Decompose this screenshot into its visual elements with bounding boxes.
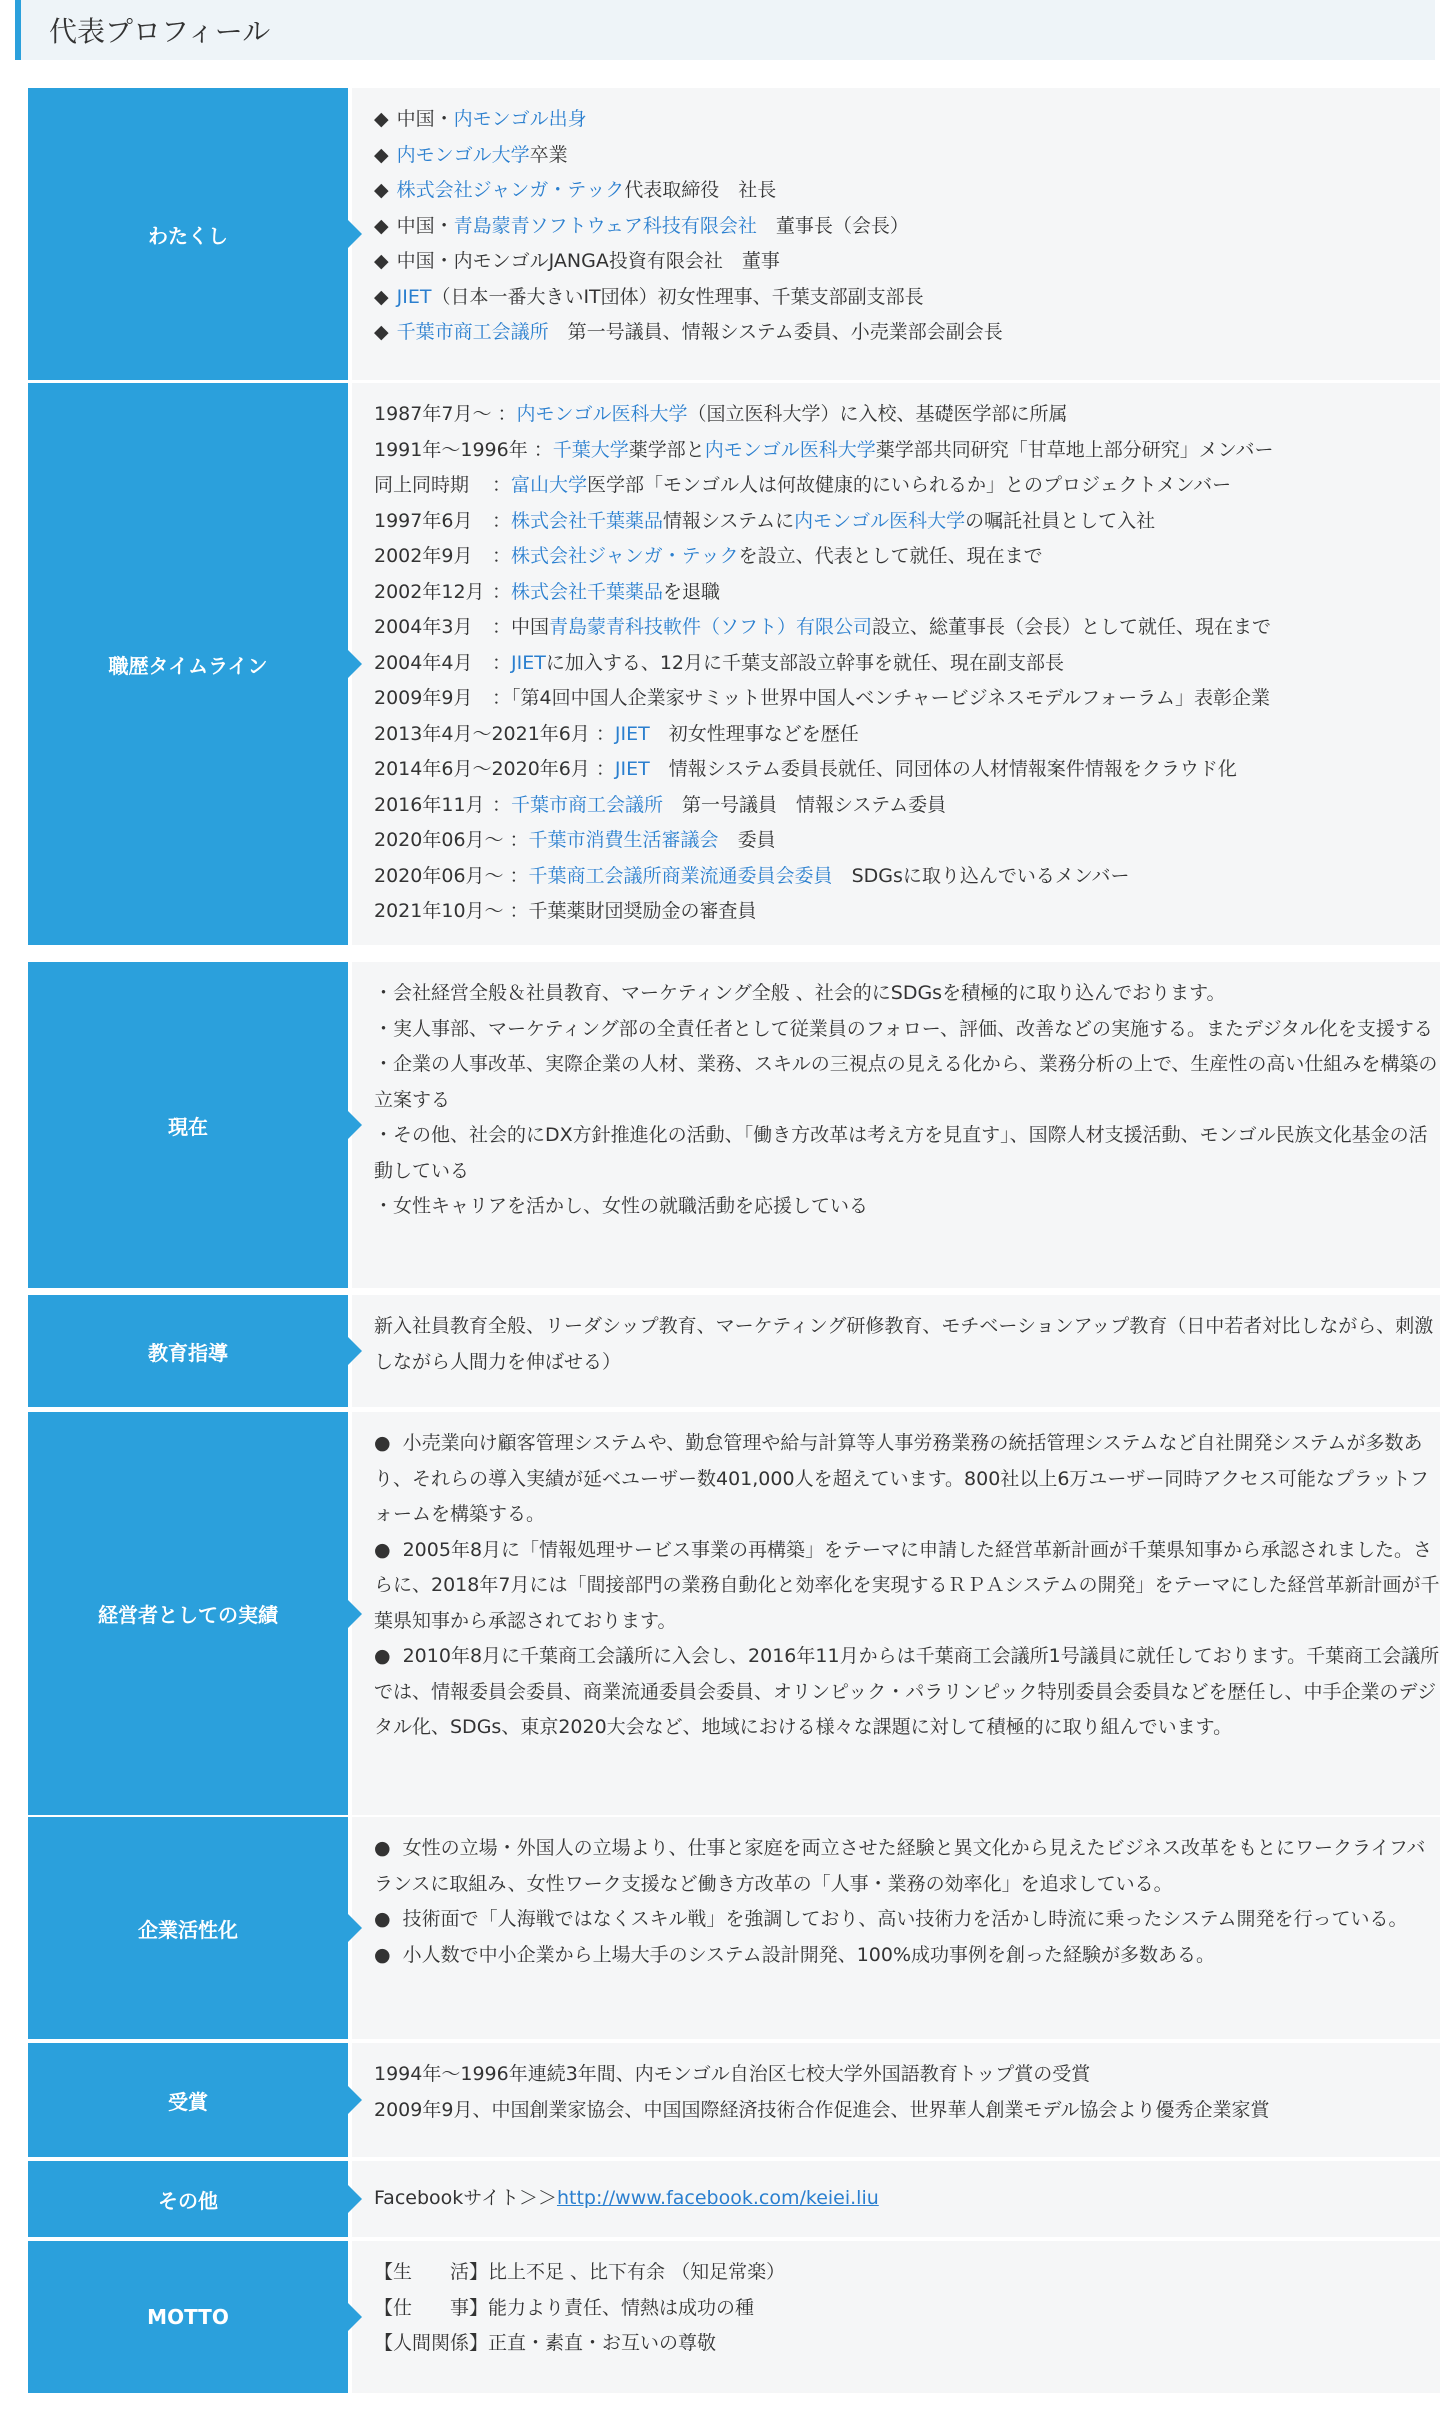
watakushi-item	[374, 102, 1440, 138]
timeline-link[interactable]: 青島蒙青科技軟件（ソフト）有限公司	[549, 616, 873, 638]
item-link[interactable]: 内モンゴル出身	[453, 108, 587, 130]
timeline-entry	[374, 575, 1440, 611]
timeline-separator: ：	[509, 864, 529, 887]
jusho-item: 2009年9月、中国創業家協会、中国国際経済技術合作促進会、世界華人創業モデル協会より優秀企業家賞	[374, 2098, 1270, 2121]
bullet-icon: ●	[374, 1645, 391, 1667]
timeline-entry	[374, 433, 1440, 469]
timeline-text: 設立、総董事長（会長）として就任、現在まで	[872, 616, 1272, 638]
item-text: 中国・	[396, 108, 454, 130]
kasseika-item	[374, 1938, 1440, 1974]
motto-item: 【人間関係】正直・素直・お互いの尊敬	[374, 2332, 717, 2354]
row-label-jusho: 受賞	[28, 2043, 348, 2157]
timeline-link[interactable]: 株式会社ジャンガ・テック	[511, 545, 739, 567]
bullet-icon: ●	[374, 1432, 391, 1454]
row-label-watakushi: わたくし	[28, 88, 348, 380]
item-link[interactable]: 千葉市商工会議所	[396, 321, 549, 343]
timeline-date: 2020年06月～	[374, 829, 504, 851]
timeline-date: 2021年10月～	[374, 900, 504, 922]
genzai-item: ・その他、社会的にDX方針推進化の活動、「働き方改革は考え方を見直す」、国際人材支援活動、モンゴル民族文化基金の活動している	[374, 1124, 1428, 1182]
timeline-link[interactable]: 千葉商工会議所商業流通委員会委員	[528, 864, 833, 887]
jisseki-text: 小売業向け顧客管理システムや、勤怠管理や給与計算等人事労務業務の統括管理システムなど自社開発システムが多数あり、それらの導入実績が延べユーザー数401,000人を超えています。800社以上6万ユーザー同時アクセス可能なプラットフォームを構築する。	[374, 1432, 1429, 1525]
timeline-text: 委員	[718, 829, 776, 851]
row-label-kyoiku: 教育指導	[28, 1295, 348, 1407]
watakushi-item	[374, 209, 1440, 245]
kasseika-text: 技術面で「人海戦ではなくスキル戦」を強調しており、高い技術力を活かし時流に乗ったシステム開発を行っている。	[402, 1908, 1408, 1930]
profile-row-jisseki	[28, 1412, 1440, 1815]
item-link[interactable]: JIET	[396, 285, 432, 308]
timeline-text: 中国	[511, 616, 550, 638]
timeline-separator: ：	[492, 651, 512, 674]
item-link[interactable]: 株式会社ジャンガ・テック	[396, 179, 625, 201]
timeline-link[interactable]: 株式会社千葉薬品	[511, 509, 664, 532]
timeline-date: 1997年6月	[374, 509, 473, 532]
watakushi-item	[374, 280, 1440, 316]
diamond-bullet-icon: ◆	[374, 108, 389, 130]
timeline-text: 薬学部共同研究「甘草地上部分研究」メンバー	[875, 438, 1274, 461]
timeline-separator: ：	[492, 509, 512, 532]
motto-item: 【生 活】比上不足 、比下有余 （知足常楽）	[374, 2261, 786, 2283]
timeline-date: 同上同時期	[374, 474, 470, 496]
item-link[interactable]: 内モンゴル大学	[396, 143, 530, 166]
timeline-text: 初女性理事などを歴任	[649, 722, 859, 745]
timeline-separator: ：	[509, 900, 529, 922]
timeline-link[interactable]: JIET	[614, 758, 650, 780]
timeline-entry	[374, 504, 1440, 540]
watakushi-item	[374, 315, 1440, 351]
timeline-link[interactable]: JIET	[614, 722, 650, 745]
timeline-entry	[374, 397, 1440, 433]
facebook-link[interactable]: http://www.facebook.com/keiei.liu	[556, 2187, 879, 2210]
timeline-text: SDGsに取り込んでいるメンバー	[832, 864, 1130, 887]
timeline-link[interactable]: 千葉大学	[552, 438, 629, 461]
timeline-text: を設立、代表として就任、現在まで	[738, 545, 1043, 567]
row-content-kasseika	[352, 1817, 1440, 2039]
kasseika-text: 小人数で中小企業から上場大手のシステム設計開発、100%成功事例を創った経験が多数ある。	[402, 1943, 1216, 1966]
timeline-separator: ：	[509, 829, 529, 851]
timeline-date: 2009年9月	[374, 687, 473, 709]
profile-row-sonota	[28, 2161, 1440, 2237]
timeline-link[interactable]: 千葉市消費生活審議会	[528, 829, 719, 851]
timeline-separator: ：	[595, 722, 615, 745]
bullet-icon: ●	[374, 1538, 391, 1561]
timeline-entry	[374, 859, 1440, 895]
timeline-separator: ：	[497, 403, 517, 425]
timeline-entry	[374, 681, 1440, 717]
timeline-separator: ：	[492, 474, 512, 496]
row-content-jisseki	[352, 1412, 1440, 1815]
genzai-item: ・企業の人事改革、実際企業の人材、業務、スキルの三視点の見える化から、業務分析の上で、生産性の高い仕組みを構築の立案する	[374, 1053, 1438, 1111]
timeline-entry	[374, 610, 1440, 646]
timeline-link[interactable]: 株式会社千葉薬品	[511, 580, 664, 603]
bullet-icon: ●	[374, 1943, 391, 1966]
timeline-date: 2004年4月	[374, 651, 473, 674]
diamond-bullet-icon: ◆	[374, 143, 389, 166]
kyoiku-text: 新入社員教育全般、リーダシップ教育、マーケティング研修教育、モチベーションアップ教育（日中若者対比しながら、刺激しながら人間力を伸ばせる）	[374, 1315, 1434, 1373]
row-label-motto: MOTTO	[28, 2241, 348, 2393]
timeline-text: に加入する、12月に千葉支部設立幹事を就任、現在副支部長	[545, 651, 1065, 674]
watakushi-item	[374, 138, 1440, 174]
timeline-date: 2020年06月～	[374, 864, 504, 887]
timeline-text: を退職	[663, 580, 721, 603]
profile-row-timeline	[28, 383, 1440, 945]
timeline-separator: ：	[492, 687, 512, 709]
item-text: 卒業	[529, 143, 568, 166]
timeline-link[interactable]: 内モンゴル医科大学	[516, 403, 688, 425]
timeline-text: （国立医科大学）に入校、基礎医学部に所属	[687, 403, 1068, 425]
timeline-separator: ：	[492, 793, 512, 816]
timeline-text: 薬学部と	[628, 438, 705, 461]
timeline-date: 2002年12月	[374, 580, 485, 603]
timeline-text: 情報システム委員長就任、同団体の人材情報案件情報をクラウド化	[649, 758, 1237, 780]
item-text: 代表取締役 社長	[624, 179, 777, 201]
profile-row-genzai	[28, 962, 1440, 1288]
timeline-text: 千葉薬財団奨励金の審査員	[528, 900, 757, 922]
timeline-entry	[374, 894, 1440, 930]
timeline-text: 医学部「モンゴル人は何故健康的にいられるか」とのプロジェクトメンバー	[587, 474, 1232, 496]
diamond-bullet-icon: ◆	[374, 250, 389, 272]
row-label-kasseika: 企業活性化	[28, 1817, 348, 2039]
timeline-entry	[374, 752, 1440, 788]
timeline-entry	[374, 788, 1440, 824]
jusho-item: 1994年～1996年連続3年間、内モンゴル自治区七校大学外国語教育トップ賞の受賞	[374, 2063, 1091, 2085]
jisseki-text: 2005年8月に「情報処理サービス事業の再構築」をテーマに申請した経営革新計画が千葉県知事から承認されました。さらに、2018年7月には「間接部門の業務自動化と効率化を実現するＲＰＡシステムの開発」をテーマにした経営革新計画が千葉県知事から承認されております。	[374, 1538, 1440, 1632]
timeline-date: 2014年6月～2020年6月	[374, 758, 590, 780]
item-text: 中国・内モンゴルJANGA投資有限会社 董事	[396, 250, 780, 272]
genzai-item: ・実人事部、マーケティング部の全責任者として従業員のフォロー、評価、改善などの実施する。またデジタル化を支援する	[374, 1017, 1433, 1040]
timeline-link[interactable]: 富山大学	[511, 474, 588, 496]
kasseika-text: 女性の立場・外国人の立場より、仕事と家庭を両立させた経験と異文化から見えたビジネス改革をもとにワークライフバランスに取組み、女性ワーク支援など働き方改革の「人事・業務の効率化」を追求している。	[374, 1837, 1426, 1895]
sonota-text: Facebookサイト＞＞	[374, 2187, 557, 2210]
timeline-entry	[374, 823, 1440, 859]
timeline-entry	[374, 646, 1440, 682]
row-label-sonota: その他	[28, 2161, 348, 2237]
bullet-icon: ●	[374, 1908, 391, 1930]
diamond-bullet-icon: ◆	[374, 321, 389, 343]
diamond-bullet-icon: ◆	[374, 214, 389, 237]
kasseika-item	[374, 1831, 1440, 1902]
watakushi-item	[374, 244, 1440, 280]
timeline-link[interactable]: 内モンゴル医科大学	[794, 509, 966, 532]
jisseki-item	[374, 1533, 1440, 1640]
diamond-bullet-icon: ◆	[374, 285, 389, 308]
timeline-link[interactable]: 内モンゴル医科大学	[704, 438, 876, 461]
row-label-jisseki: 経営者としての実績	[28, 1412, 348, 1815]
kasseika-item	[374, 1902, 1440, 1938]
profile-row-kasseika	[28, 1817, 1440, 2039]
timeline-date: 2016年11月	[374, 793, 485, 816]
page-title: 代表プロフィール	[15, 0, 1435, 60]
item-text: 董事長（会長）	[756, 214, 909, 237]
row-label-timeline: 職歴タイムライン	[28, 383, 348, 945]
profile-row-kyoiku	[28, 1295, 1440, 1407]
jisseki-item	[374, 1426, 1440, 1533]
timeline-date: 2002年9月	[374, 545, 473, 567]
profile-row-jusho	[28, 2043, 1440, 2157]
item-text: 中国・	[396, 214, 454, 237]
row-content-sonota	[352, 2161, 1440, 2237]
watakushi-item	[374, 173, 1440, 209]
diamond-bullet-icon: ◆	[374, 179, 389, 201]
row-content-motto	[352, 2241, 1440, 2393]
timeline-entry	[374, 539, 1440, 575]
row-content-watakushi	[352, 88, 1440, 380]
timeline-text: 情報システムに	[663, 509, 795, 532]
timeline-separator: ：	[492, 545, 512, 567]
timeline-separator: ：	[533, 438, 553, 461]
timeline-date: 1991年～1996年	[374, 438, 528, 461]
row-content-genzai	[352, 962, 1440, 1288]
timeline-link[interactable]: 千葉市商工会議所	[511, 793, 664, 816]
bullet-icon: ●	[374, 1837, 391, 1859]
timeline-entry	[374, 468, 1440, 504]
genzai-item: ・会社経営全般＆社員教育、マーケティング全般 、社会的にSDGsを積極的に取り込んでおります。	[374, 982, 1226, 1004]
timeline-separator: ：	[492, 616, 512, 638]
item-text: （日本一番大きいIT団体）初女性理事、千葉支部副支部長	[431, 285, 924, 308]
timeline-text: の嘱託社員として入社	[965, 509, 1156, 532]
row-content-kyoiku	[352, 1295, 1440, 1407]
jisseki-item	[374, 1639, 1440, 1746]
genzai-item: ・女性キャリアを活かし、女性の就職活動を応援している	[374, 1195, 869, 1217]
item-link[interactable]: 青島蒙青ソフトウェア科技有限会社	[453, 214, 757, 237]
timeline-date: 2013年4月～2021年6月	[374, 722, 590, 745]
timeline-separator: ：	[492, 580, 512, 603]
timeline-separator: ：	[595, 758, 615, 780]
motto-item: 【仕 事】能力より責任、情熱は成功の種	[374, 2296, 755, 2319]
item-text: 第一号議員、情報システム委員、小売業部会副会長	[548, 321, 1003, 343]
timeline-link[interactable]: JIET	[511, 651, 546, 674]
timeline-text: 第一号議員 情報システム委員	[663, 793, 947, 816]
timeline-entry	[374, 717, 1440, 753]
timeline-text: 「第4回中国人企業家サミット世界中国人ベンチャービジネスモデルフォーラム」表彰企業	[511, 687, 1270, 709]
jisseki-text: 2010年8月に千葉商工会議所に入会し、2016年11月からは千葉商工会議所1号議員に就任しております。千葉商工会議所では、情報委員会委員、商業流通委員会委員、オリンピック・パラリンピック特別委員会委員などを歴任し、中手企業のデジタル化、SDGs、東京2020大会など、地域における様々な課題に対して積極的に取り組んでいます。	[374, 1645, 1440, 1738]
row-label-genzai: 現在	[28, 962, 348, 1288]
row-content-timeline	[352, 383, 1440, 945]
profile-row-motto	[28, 2241, 1440, 2393]
timeline-date: 1987年7月～	[374, 403, 492, 425]
row-content-jusho	[352, 2043, 1440, 2157]
timeline-date: 2004年3月	[374, 616, 473, 638]
profile-row-watakushi	[28, 88, 1440, 380]
